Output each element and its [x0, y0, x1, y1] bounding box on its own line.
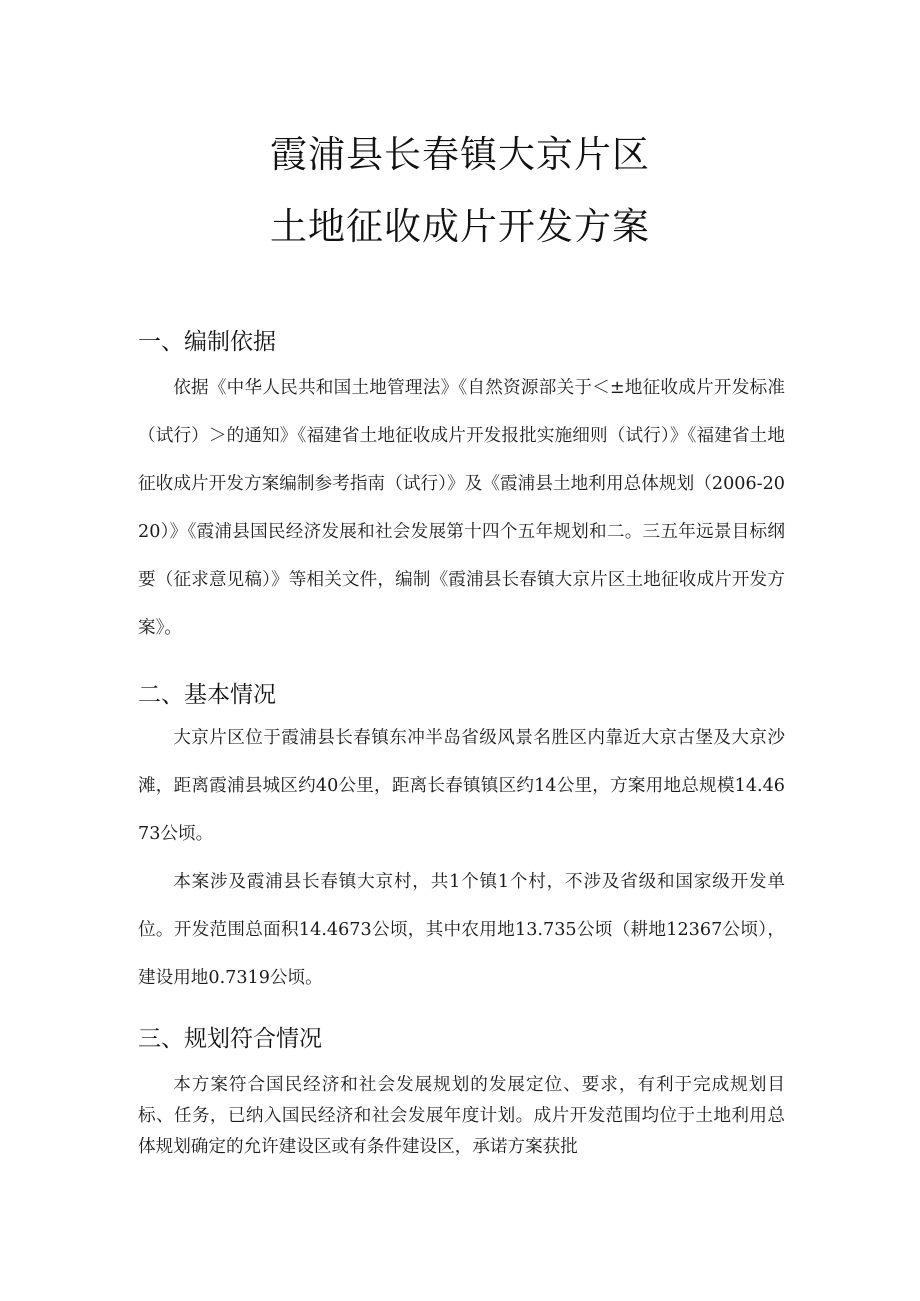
paragraph-basis: 依据《中华人民共和国土地管理法》《自然资源部关于＜±地征收成片开发标准（试行）＞的通知》《福建省土地征收成片开发报批实施细则（试行）》《福建省土地征收成片开发方案编制参考指南（试行）》及《霞浦县土地利用总体规划（2006-2020）》《霞浦县国民经济发展和社会发展第十四个五年规划和二。三五年远景目标纲要（征求意见稿）》等相关文件，编制《霞浦县长春镇大京片区土地征收成片开发方案》。 — [138, 378, 785, 638]
section-heading-planning: 三、规划符合情况 — [138, 1026, 322, 1052]
document-title-line-1: 霞浦县长春镇大京片区 — [270, 133, 650, 176]
paragraph-location: 大京片区位于霞浦县长春镇东冲半岛省级风景名胜区内靠近大京古堡及大京沙滩，距离霞浦县城区约40公里，距离长春镇镇区约14公里，方案用地总规模14.4673公顷。 — [138, 728, 785, 844]
document-title-line-2: 土地征收成片开发方案 — [270, 205, 650, 248]
section-heading-basic-info: 二、基本情况 — [138, 682, 276, 708]
paragraph-scope: 本案涉及霞浦县长春镇大京村，共1个镇1个村，不涉及省级和国家级开发单位。开发范围总面积14.4673公顷，其中农用地13.735公顷（耕地12367公顷），建设用地0.7319公顷。 — [138, 872, 785, 988]
section-heading-basis: 一、编制依据 — [138, 329, 276, 355]
paragraph-planning: 本方案符合国民经济和社会发展规划的发展定位、要求，有利于完成规划目标、任务，已纳入国民经济和社会发展年度计划。成片开发范围均位于土地利用总体规划确定的允许建设区或有条件建设区，承诺方案获批 — [138, 1075, 785, 1157]
